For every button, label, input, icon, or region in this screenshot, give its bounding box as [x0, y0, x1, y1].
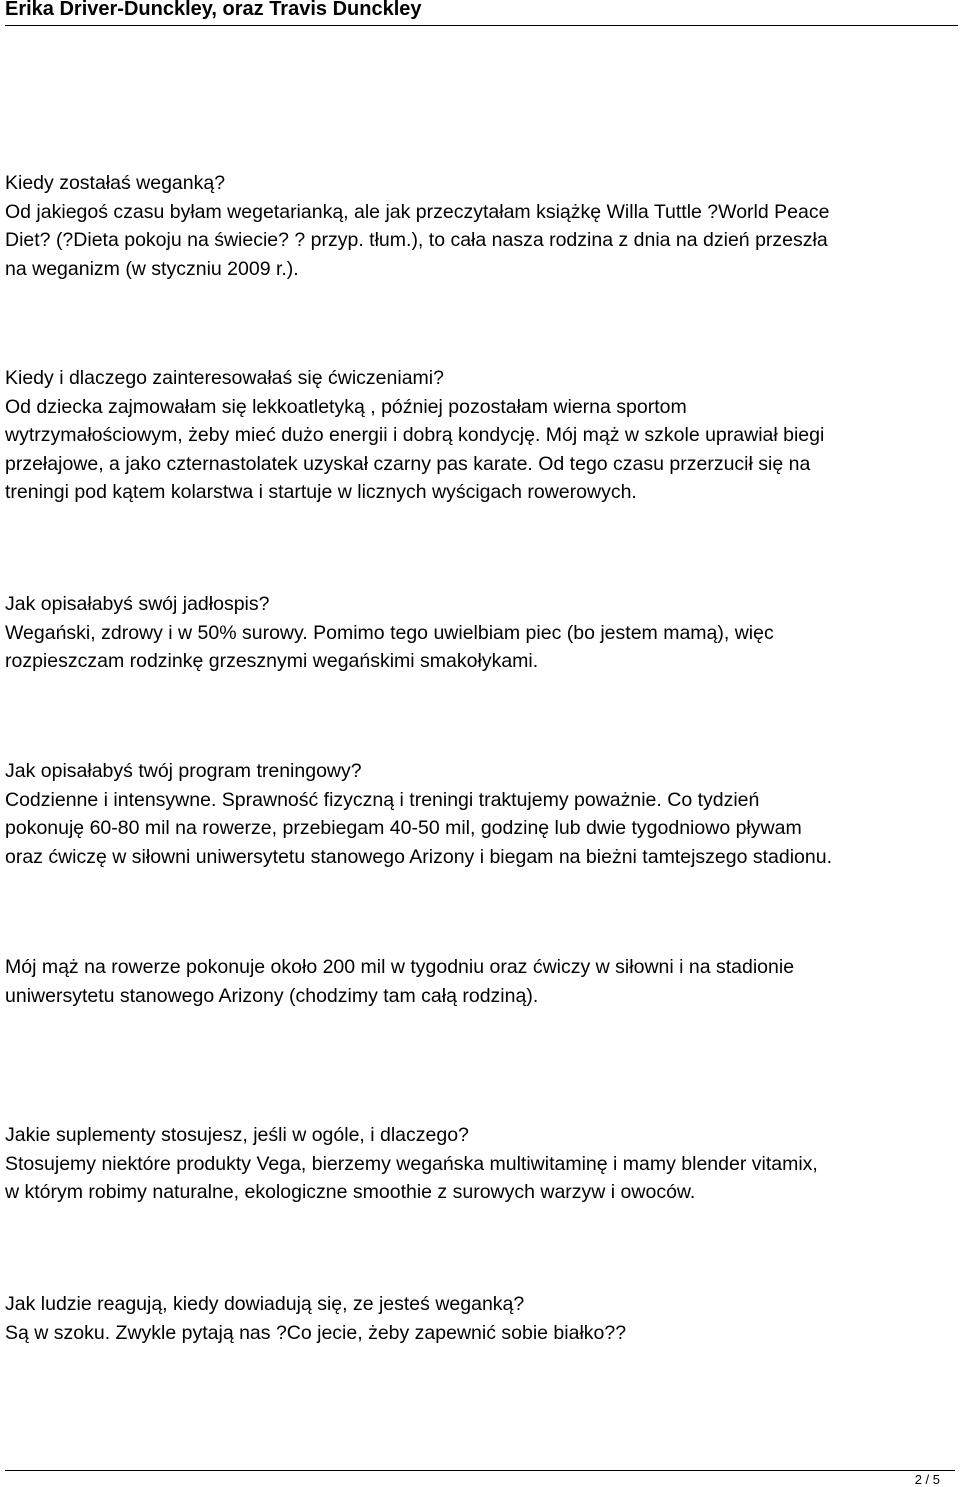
paragraph-line: uniwersytetu stanowego Arizony (chodzimy tam całą rodziną).	[5, 984, 539, 1007]
question-line: Jak opisałabyś swój jadłospis?	[5, 593, 270, 615]
paragraph-line: Mój mąż na rowerze pokonuje około 200 mil w tygodniu oraz ćwiczy w siłowni i na stadionie	[5, 956, 795, 978]
answer-line: Są w szoku. Zwykle pytają nas ?Co jecie, żeby zapewnić sobie białko??	[5, 1321, 627, 1344]
answer-line: Od dziecka zajmowałam się lekkoatletyką , później pozostałam wierna sportom	[5, 395, 687, 418]
qa-section-supplements	[5, 1121, 960, 1207]
answer-line: rozpieszczam rodzinkę grzesznymi wegańskimi smakołykami.	[5, 650, 539, 672]
answer-line: Codzienne i intensywne. Sprawność fizyczną i treningi traktujemy poważnie. Co tydzień	[5, 788, 760, 811]
page-number: 2 / 5	[914, 1472, 940, 1487]
answer-line: w którym robimy naturalne, ekologiczne smoothie z surowych warzyw i owoców.	[5, 1181, 696, 1203]
qa-section-veganism-start	[5, 169, 960, 283]
answer-line: oraz ćwiczę w siłowni uniwersytetu stanowego Arizony i biegam na bieżni tamtejszego stadionu.	[5, 845, 832, 868]
answer-line: pokonuję 60-80 mil na rowerze, przebiegam 40-50 mil, godzinę lub dwie tygodniowo pływam	[5, 817, 802, 839]
answer-line: przełajowe, a jako czternastolatek uzyskał czarny pas karate. Od tego czasu przerzucił się na	[5, 452, 811, 475]
qa-section-reactions	[5, 1290, 960, 1347]
paragraph-husband-training	[5, 953, 960, 1010]
answer-line: Wegański, zdrowy i w 50% surowy. Pomimo tego uwielbiam piec (bo jestem mamą), więc	[5, 621, 774, 644]
document-header	[5, 0, 955, 22]
answer-line: Od jakiegoś czasu byłam wegetarianką, ale jak przeczytałam książkę Willa Tuttle ?World Peace	[5, 200, 830, 223]
question-line: Kiedy zostałaś weganką?	[5, 172, 226, 194]
qa-section-diet	[5, 590, 960, 676]
answer-line: Stosujemy niektóre produkty Vega, bierzemy wegańska multiwitaminę i mamy blender vitamix,	[5, 1152, 818, 1175]
answer-line: treningi pod kątem kolarstwa i startuje w licznych wyścigach rowerowych.	[5, 481, 637, 503]
answer-line: Diet? (?Dieta pokoju na świecie? ? przyp. tłum.), to cała nasza rodzina z dnia na dzień przeszła	[5, 229, 828, 251]
question-line: Jak opisałabyś twój program treningowy?	[5, 760, 362, 782]
question-line: Jakie suplementy stosujesz, jeśli w ogóle, i dlaczego?	[5, 1124, 469, 1146]
header-divider	[5, 25, 958, 26]
question-line: Kiedy i dlaczego zainteresowałaś się ćwiczeniami?	[5, 367, 444, 389]
question-line: Jak ludzie reagują, kiedy dowiadują się, ze jesteś weganką?	[5, 1293, 525, 1315]
document-title: Erika Driver-Dunckley, oraz Travis Dunckley	[5, 0, 422, 20]
qa-section-training-program	[5, 757, 960, 871]
answer-line: na weganizm (w styczniu 2009 r.).	[5, 257, 299, 280]
answer-line: wytrzymałościowym, żeby mieć dużo energii i dobrą kondycję. Mój mąż w szkole uprawiał biegi	[5, 424, 825, 446]
footer-divider	[5, 1470, 955, 1471]
qa-section-exercise-start	[5, 364, 960, 507]
